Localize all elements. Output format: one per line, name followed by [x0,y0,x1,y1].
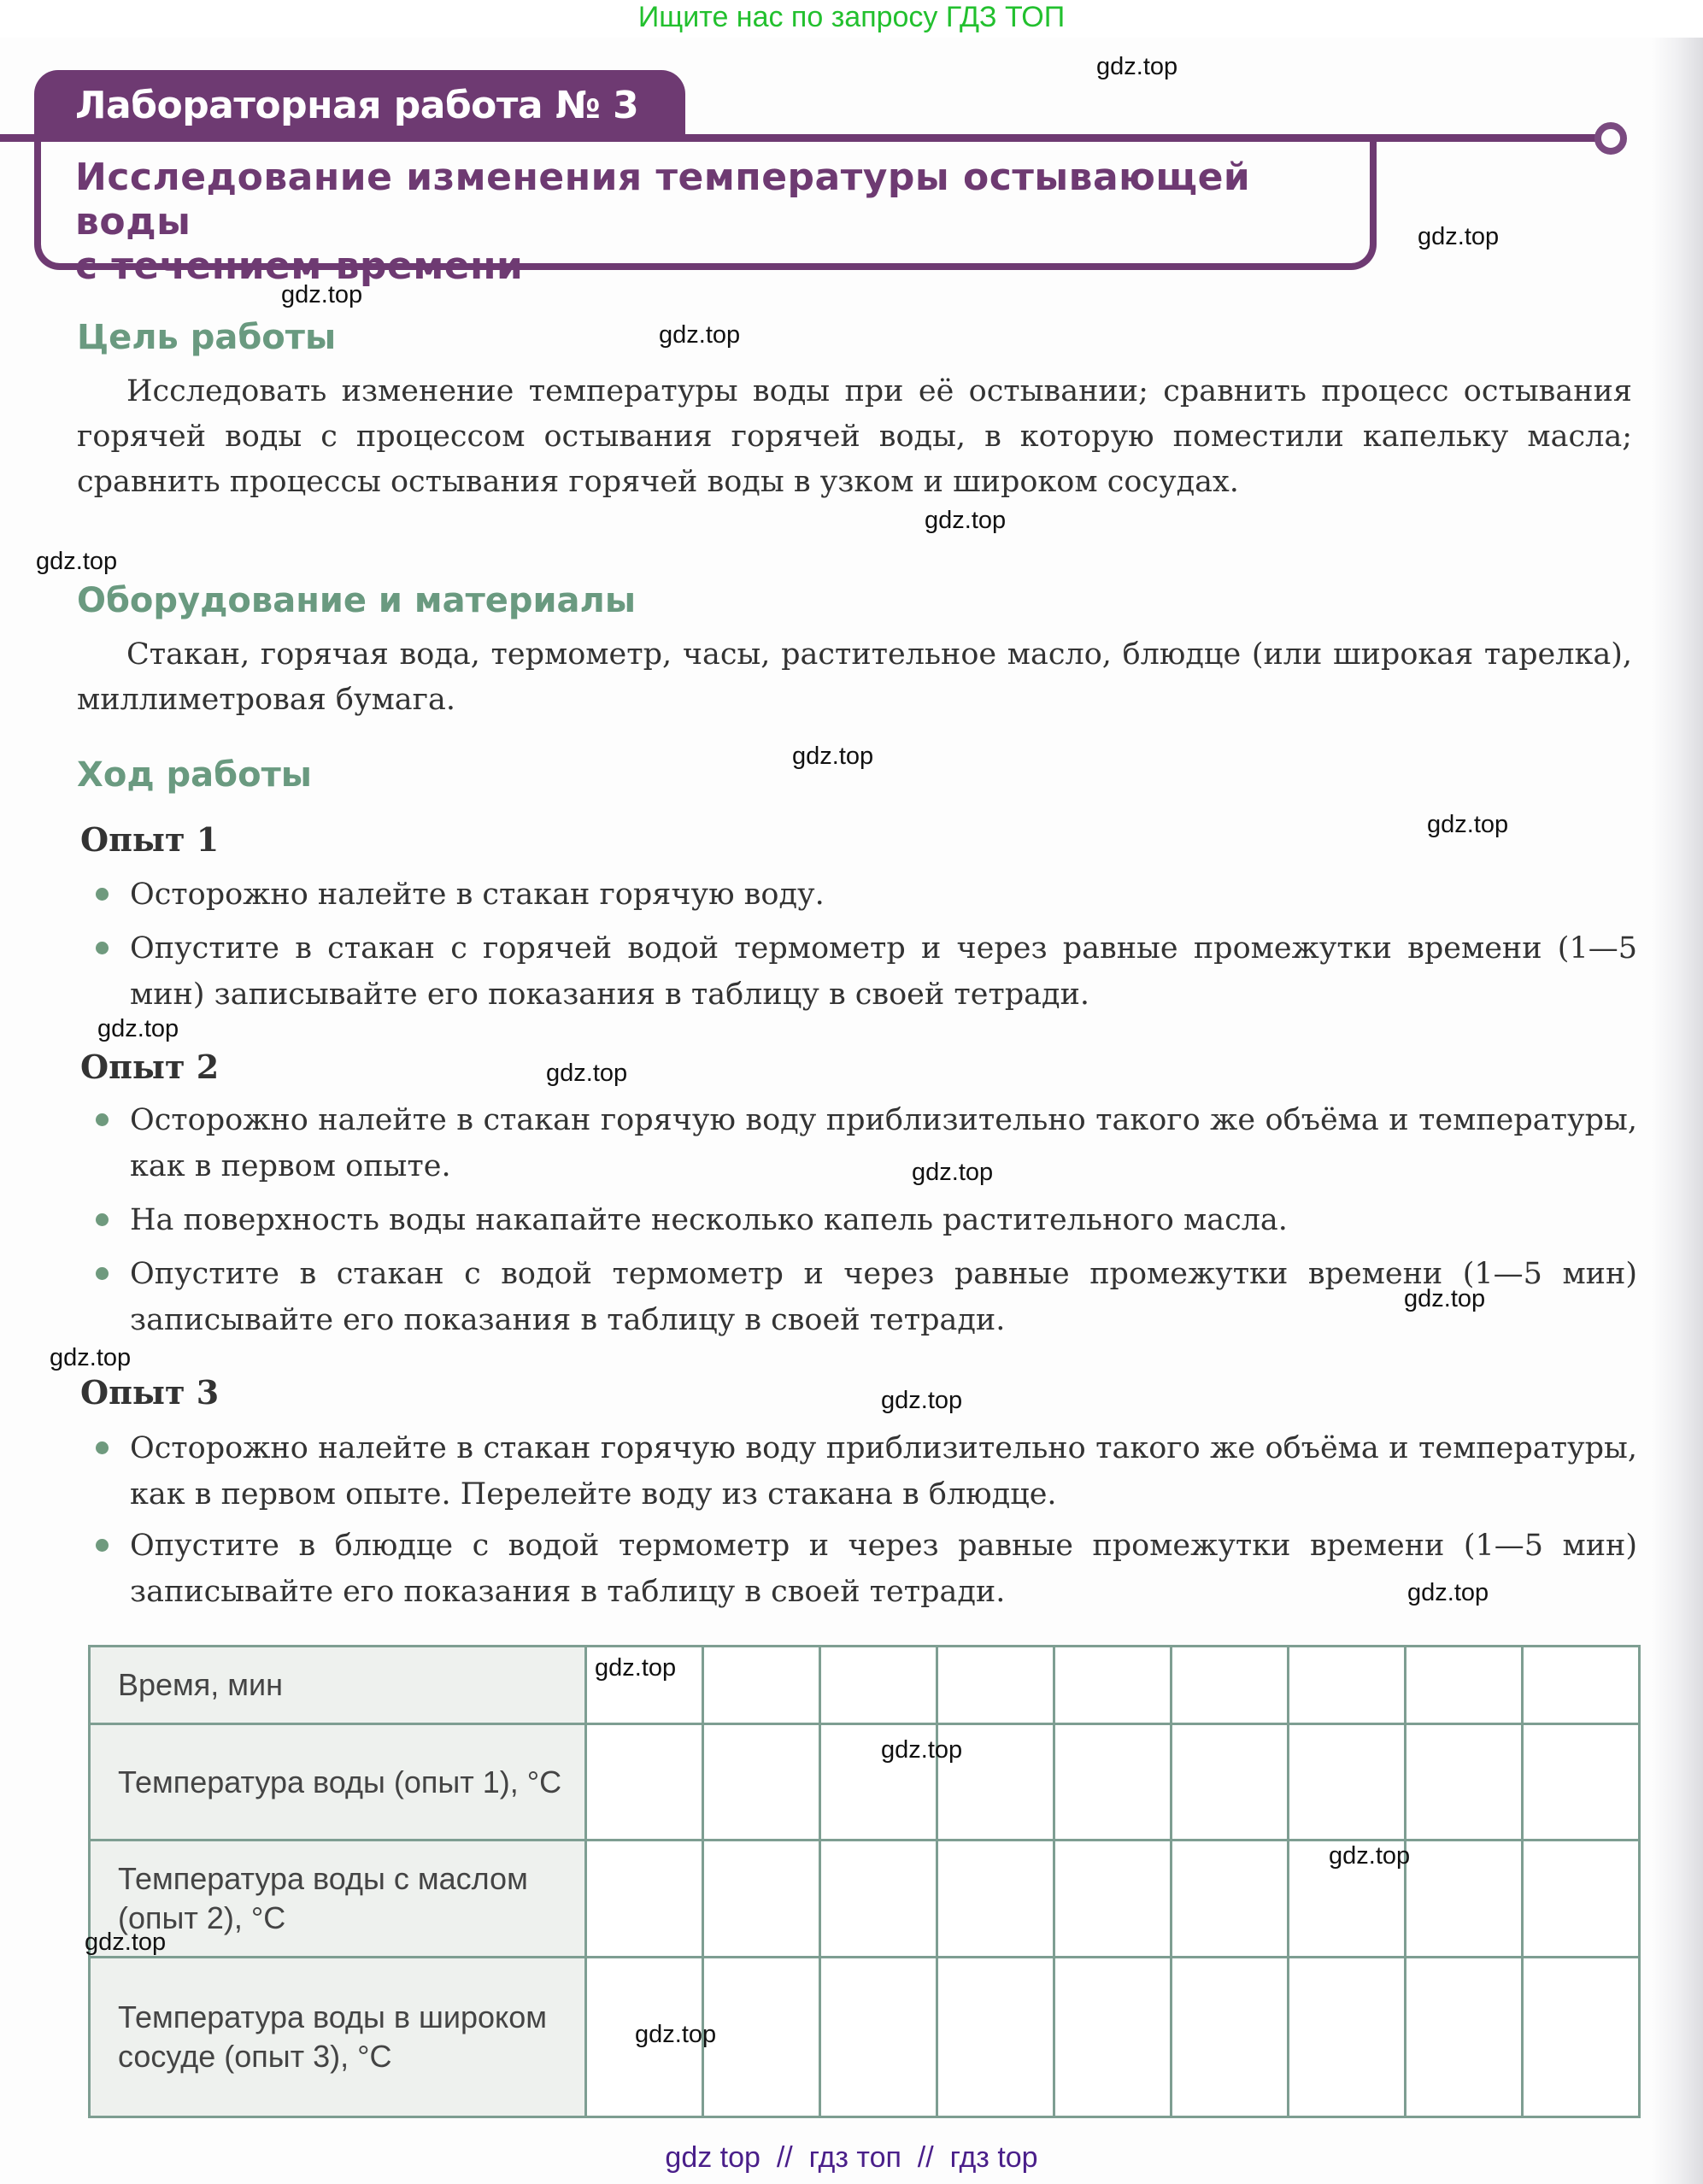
table-row-exp1 [90,1724,1640,1841]
table-cell[interactable] [937,1958,1054,2117]
experiment-2-step-2: На поверхность воды накапайте несколько капель растительного масла. [92,1197,1637,1243]
table-cell[interactable] [703,1724,820,1841]
watermark: gdz.top [881,1736,963,1764]
watermark: gdz.top [881,1387,963,1414]
experiment-2-title: Опыт 2 [80,1048,220,1086]
experiment-1-step-1: Осторожно налейте в стакан горячую воду. [92,872,1637,918]
table-cell[interactable] [1289,1958,1406,2117]
watermark: gdz.top [546,1060,628,1087]
watermark: gdz.top [1329,1842,1411,1870]
table-cell[interactable] [1172,1724,1289,1841]
experiment-3-title: Опыт 3 [80,1373,220,1412]
table-cell[interactable] [1054,1841,1172,1958]
row-label: Температура воды с маслом (опыт 2), °C [90,1841,586,1958]
bullet-icon [96,942,109,954]
procedure-heading: Ход работы [77,755,312,795]
bullet-icon [96,1213,109,1226]
watermark: gdz.top [36,548,118,575]
watermark: gdz.top [1404,1285,1486,1312]
watermark: gdz.top [912,1159,994,1186]
watermark: gdz.top [1427,811,1509,838]
bullet-icon [96,1441,109,1454]
top-banner: Ищите нас по запросу ГДЗ ТОП [0,0,1703,38]
table-row-time [90,1647,1640,1724]
row-label: Температура воды в широком сосуде (опыт 3), °C [90,1958,586,2117]
table-cell[interactable] [1406,1647,1523,1724]
experiment-2-step-3: Опустите в стакан с водой термометр и через равные промежутки времени (1—5 мин) записывайте его показания в таблицу в своей тетради. [92,1251,1637,1343]
bullet-icon [96,1539,109,1552]
bullet-icon [96,888,109,901]
table-cell[interactable] [1406,1958,1523,2117]
experiment-3-step-1: Осторожно налейте в стакан горячую воду приблизительно такого же объёма и температуры, как в первом опыте. Перелейте воду из стакана в блюдце. [92,1425,1637,1518]
subtitle-line-2: с течением времени [75,244,524,288]
table-cell[interactable] [1523,1958,1640,2117]
header-circle-icon [1594,122,1627,155]
watermark: gdz.top [595,1654,677,1682]
table-cell[interactable] [820,1647,937,1724]
goal-heading: Цель работы [77,318,337,357]
table-cell[interactable] [1406,1841,1523,1958]
experiment-3-step-2: Опустите в блюдце с водой термометр и через равные промежутки времени (1—5 мин) записывайте его показания в таблицу в своей тетради. [92,1523,1637,1615]
watermark: gdz.top [1096,53,1178,80]
measurement-table [88,1645,1641,2118]
row-label: Время, мин [90,1647,586,1724]
table-cell[interactable] [1523,1647,1640,1724]
table-cell[interactable] [703,1647,820,1724]
footer-watermark: gdz top // гдз топ // гдз top [665,2141,1038,2174]
subtitle-line-1: Исследование изменения температуры остывающей воды [75,156,1251,244]
table-row-exp3 [90,1958,1640,2117]
table-cell[interactable] [703,1841,820,1958]
equipment-text [77,632,1632,723]
table-cell[interactable] [1172,1841,1289,1958]
table-cell[interactable] [820,1841,937,1958]
watermark: gdz.top [1418,223,1500,250]
table-cell[interactable] [1289,1724,1406,1841]
watermark: gdz.top [925,507,1007,534]
page-edge-shadow [1652,38,1703,2184]
equipment-text-body: Стакан, горячая вода, термометр, часы, растительное масло, блюдце (или широкая тарелка), миллиметровая бумага. [77,637,1632,717]
table-cell[interactable] [937,1841,1054,1958]
watermark: gdz.top [792,743,874,770]
table-cell[interactable] [1406,1724,1523,1841]
table-cell[interactable] [586,1724,703,1841]
lab-subtitle [75,156,1357,289]
experiment-1-step-2: Опустите в стакан с горячей водой термометр и через равные промежутки времени (1—5 мин) записывайте его показания в таблицу в своей тетради. [92,925,1637,1018]
goal-text [77,369,1632,505]
watermark: gdz.top [635,2021,717,2048]
table-cell[interactable] [1523,1841,1640,1958]
experiment-2-step-1: Осторожно налейте в стакан горячую воду приблизительно такого же объёма и температуры, как в первом опыте. [92,1097,1637,1189]
watermark: gdz.top [1407,1579,1489,1606]
table-cell[interactable] [1523,1724,1640,1841]
table-cell[interactable] [1172,1958,1289,2117]
watermark: gdz.top [659,321,741,349]
watermark: gdz.top [50,1344,132,1371]
table-cell[interactable] [703,1958,820,2117]
watermark: gdz.top [97,1015,179,1042]
lab-title: Лабораторная работа № 3 [75,84,639,127]
table-cell[interactable] [1054,1958,1172,2117]
goal-text-body: Исследовать изменение температуры воды при её остывании; сравнить процесс остывания горячей воды с процессом остывания горячей воды, в которую поместили капельку масла; сравнить процессы остывания горячей воды в узком и широком сосудах. [77,374,1632,499]
table-cell[interactable] [937,1647,1054,1724]
table-cell[interactable] [1054,1724,1172,1841]
watermark: gdz.top [85,1929,167,1956]
equipment-heading: Оборудование и материалы [77,581,637,620]
bullet-icon [96,1267,109,1280]
watermark: gdz.top [281,281,363,308]
bullet-icon [96,1113,109,1126]
table-cell[interactable] [1172,1647,1289,1724]
table-cell[interactable] [1054,1647,1172,1724]
row-label: Температура воды (опыт 1), °C [90,1724,586,1841]
experiment-1-title: Опыт 1 [80,820,220,859]
table-cell[interactable] [586,1841,703,1958]
table-cell[interactable] [1289,1647,1406,1724]
table-cell[interactable] [820,1958,937,2117]
